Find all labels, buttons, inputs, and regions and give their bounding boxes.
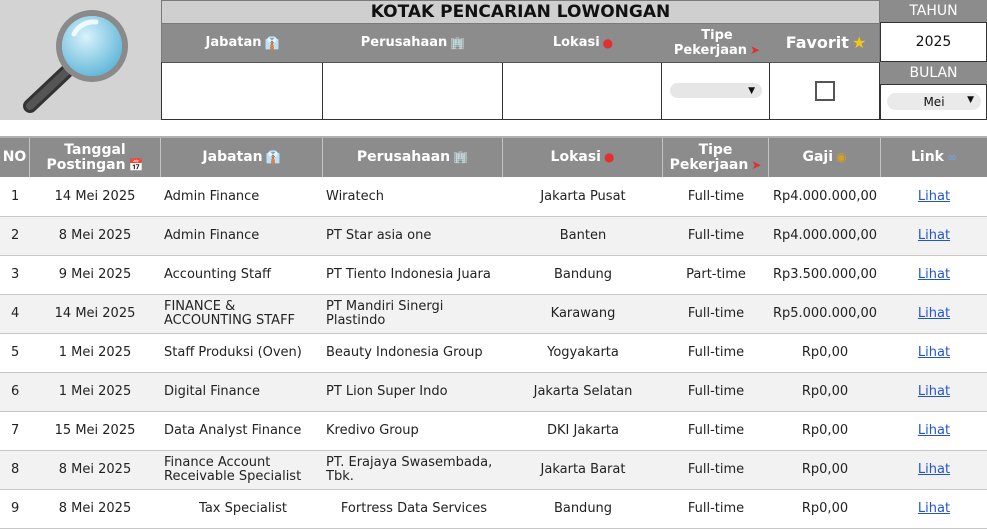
search-header-perusahaan-label: Perusahaan [360,35,448,50]
row-tipe: Part-time [686,267,746,282]
col-header-gaji [769,138,881,177]
row-no: 6 [11,384,20,399]
pushpin-icon: ● [602,36,614,50]
row-gaji: Rp4.000.000,00 [772,228,878,243]
row-link-cell [881,217,987,255]
col-header-tipe [663,138,769,177]
search-header-favorit-label: Favorit [785,33,849,52]
col-header-tanggal [30,138,161,177]
chevron-down-icon: ▼ [967,95,974,105]
row-link-cell [881,412,987,450]
search-header-jabatan [162,24,323,62]
bulan-label: BULAN [880,62,987,84]
tahun-label: TAHUN [880,0,987,22]
col-header-gaji-label: Gaji [802,149,834,165]
row-gaji: Rp0,00 [801,345,849,360]
row-link-cell [881,451,987,489]
star-icon: ★ [851,33,867,52]
logo-magnifier [0,0,161,120]
row-tipe: Full-time [687,345,745,360]
col-header-lokasi [503,138,663,177]
search-header-tipe [663,24,771,62]
person-suit-icon: 👔 [264,36,280,50]
row-no: 4 [11,306,20,321]
row-link-cell [881,490,987,528]
search-header-lokasi-label: Lokasi [552,35,600,50]
row-tanggal: 14 Mei 2025 [54,189,136,204]
lihat-link[interactable]: Lihat [917,345,951,360]
row-tanggal: 14 Mei 2025 [54,306,136,321]
row-jabatan: FINANCE & ACCOUNTING STAFF [164,299,296,328]
table-row [0,373,987,412]
tipe-pekerjaan-dropdown[interactable] [670,83,762,98]
row-gaji: Rp4.000.000,00 [772,189,878,204]
col-header-no: NO [0,138,30,177]
row-jabatan: Data Analyst Finance [164,423,302,438]
row-tanggal: 8 Mei 2025 [58,462,132,477]
lihat-link[interactable]: Lihat [917,462,951,477]
favorit-checkbox[interactable] [815,81,835,101]
search-input-row [161,62,880,120]
row-perusahaan: PT. Erajaya Swasembada, Tbk. [326,455,493,484]
row-jabatan: Digital Finance [164,384,261,399]
lokasi-search-input[interactable] [503,63,662,119]
col-header-lokasi-label: Lokasi [550,149,601,165]
row-link-cell [881,373,987,411]
lihat-link[interactable]: Lihat [917,501,951,516]
row-perusahaan: PT Star asia one [326,228,432,243]
row-tipe: Full-time [687,423,745,438]
table-row [0,451,987,490]
table-row [0,178,987,217]
row-lokasi: Bandung [553,501,613,516]
tahun-input[interactable]: 2025 [880,22,987,62]
row-lokasi: Jakarta Barat [540,462,626,477]
tipe-pekerjaan-cell [662,63,770,119]
row-perusahaan: PT Mandiri Sinergi Plastindo [326,299,444,328]
lihat-link[interactable]: Lihat [917,306,951,321]
row-tanggal: 8 Mei 2025 [58,228,132,243]
row-tipe: Full-time [687,384,745,399]
row-gaji: Rp0,00 [801,423,849,438]
col-header-link-label: Link [911,149,944,165]
row-tanggal: 15 Mei 2025 [54,423,136,438]
col-header-perusahaan [323,138,503,177]
row-lokasi: Yogyakarta [547,345,619,360]
row-tipe: Full-time [687,501,745,516]
bulan-dropdown-value: Mei [923,94,945,109]
row-gaji: Rp3.500.000,00 [772,267,878,282]
person-suit-icon: 👔 [265,150,281,164]
row-jabatan: Finance Account Receivable Specialist [164,455,302,484]
pushpin-icon: ● [603,150,615,164]
row-gaji: Rp0,00 [801,501,849,516]
row-tanggal: 9 Mei 2025 [58,267,132,282]
search-header-perusahaan [323,24,503,62]
col-header-tipe-line1: Tipe [698,141,733,158]
row-perusahaan: Fortress Data Services [340,501,488,516]
row-perusahaan: PT Lion Super Indo [326,384,448,399]
calendar-icon: 📅 [128,157,144,172]
col-header-tanggal-line2: Postingan [46,156,126,173]
row-gaji: Rp0,00 [801,384,849,399]
pin-icon: ➤ [751,157,762,172]
col-header-jabatan [161,138,323,177]
row-no: 7 [11,423,20,438]
table-row [0,490,987,529]
table-row [0,217,987,256]
office-building-icon: 🏢 [450,36,466,50]
row-perusahaan: PT Tiento Indonesia Juara [326,267,491,282]
row-lokasi: Jakarta Selatan [533,384,633,399]
jabatan-search-input[interactable] [162,63,323,119]
row-jabatan: Admin Finance [164,228,260,243]
row-tanggal: 8 Mei 2025 [58,501,132,516]
row-no: 8 [11,462,20,477]
search-header-lokasi [503,24,663,62]
favorit-cell [770,63,880,119]
money-bag-icon: ◉ [836,150,847,164]
row-perusahaan: Kredivo Group [326,423,419,438]
row-tipe: Full-time [687,462,745,477]
search-header-tipe-line2: Pekerjaan [673,42,748,58]
row-no: 5 [11,345,20,360]
pin-icon: ➤ [750,42,761,57]
search-header-row [161,24,880,62]
table-row [0,256,987,295]
row-jabatan: Staff Produksi (Oven) [164,345,302,360]
row-no: 1 [11,189,20,204]
lihat-link[interactable]: Lihat [917,228,951,243]
bulan-cell [880,84,987,120]
link-icon: ∞ [947,150,957,164]
row-tipe: Full-time [687,228,745,243]
lihat-link[interactable]: Lihat [917,423,951,438]
search-header-tipe-line1: Tipe [701,27,733,43]
bulan-dropdown[interactable] [887,93,981,110]
row-no: 9 [11,501,20,516]
row-perusahaan: Wiratech [326,189,384,204]
table-row [0,334,987,373]
row-tanggal: 1 Mei 2025 [58,345,132,360]
row-link-cell [881,178,987,216]
lihat-link[interactable]: Lihat [917,267,951,282]
office-building-icon: 🏢 [453,150,469,164]
row-no: 3 [11,267,20,282]
row-lokasi: Karawang [550,306,616,321]
col-header-tipe-line2: Pekerjaan [669,156,749,173]
row-jabatan: Admin Finance [164,189,260,204]
chevron-down-icon: ▼ [748,85,755,96]
row-tipe: Full-time [687,189,745,204]
magnifier-icon [0,0,161,120]
search-panel-title: KOTAK PENCARIAN LOWONGAN [161,0,880,24]
table-row [0,412,987,451]
search-header-jabatan-label: Jabatan [205,35,262,50]
col-header-perusahaan-label: Perusahaan [356,149,451,165]
row-no: 2 [11,228,20,243]
row-tipe: Full-time [687,306,745,321]
row-tanggal: 1 Mei 2025 [58,384,132,399]
row-lokasi: Jakarta Pusat [540,189,626,204]
row-lokasi: DKI Jakarta [547,423,619,438]
perusahaan-search-input[interactable] [323,63,503,119]
col-header-tanggal-line1: Tanggal [64,141,126,158]
row-link-cell [881,256,987,294]
row-jabatan: Accounting Staff [164,267,271,282]
results-table-header [0,136,987,177]
col-header-link [881,138,987,177]
table-row [0,295,987,334]
search-header-favorit [771,24,881,62]
lihat-link[interactable]: Lihat [917,384,951,399]
row-link-cell [881,334,987,372]
row-lokasi: Bandung [553,267,613,282]
row-perusahaan: Beauty Indonesia Group [326,345,483,360]
col-header-jabatan-label: Jabatan [202,149,263,165]
row-jabatan: Tax Specialist [199,501,287,516]
row-gaji: Rp5.000.000,00 [772,306,878,321]
row-link-cell [881,295,987,333]
row-lokasi: Banten [559,228,607,243]
lihat-link[interactable]: Lihat [917,189,951,204]
row-gaji: Rp0,00 [801,462,849,477]
